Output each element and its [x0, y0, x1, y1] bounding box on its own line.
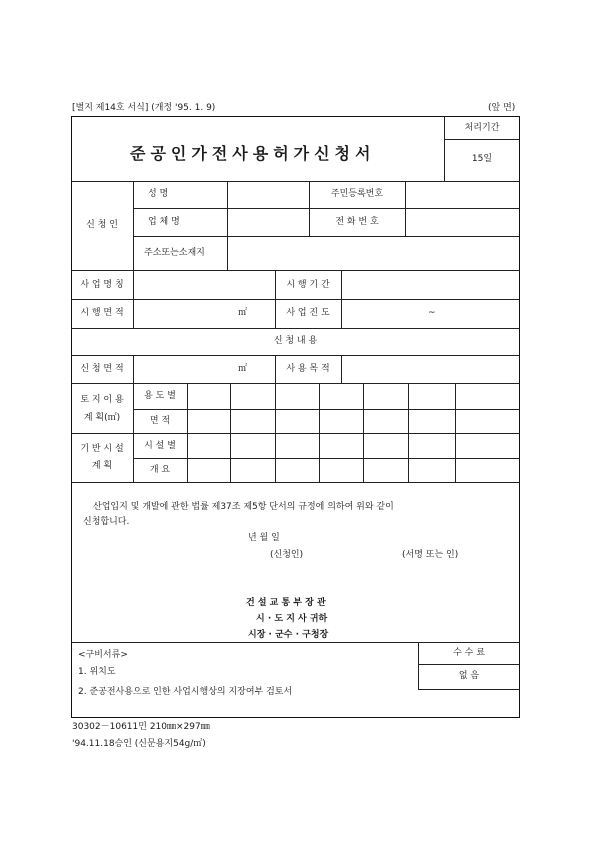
request-label-line [133, 355, 134, 383]
statement-section-divider [71, 642, 520, 643]
request-header-top [71, 328, 520, 329]
use-purpose-label: 사 용 목 적 [286, 364, 330, 374]
land-use-plan-label-1: 토 지 이 용 [80, 395, 124, 405]
facility-overview-label: 개 요 [149, 465, 171, 475]
applicant-field-line [227, 181, 228, 270]
infra-plan-bottom [71, 482, 520, 483]
fee-value: 없 음 [458, 671, 480, 681]
request-area-divider [71, 383, 520, 384]
project-name-label: 사 업 명 칭 [80, 280, 124, 290]
plan-col-line-4 [363, 383, 364, 482]
applicant-section-divider [71, 270, 520, 271]
infrastructure-plan-label-2: 계 획 [91, 461, 113, 471]
plan-col-line-1 [230, 383, 231, 482]
applicant-section-label: 신 청 인 [86, 220, 118, 230]
approval-footer: '94.11.18승인 (신문용지54g/㎡) [72, 739, 206, 749]
address-label: 주소또는소재지 [144, 248, 205, 258]
applicant-label-line [133, 181, 134, 270]
recipient-minister: 건 설 교 통 부 장 관 [246, 598, 326, 608]
request-contents-header: 신 청 내 용 [273, 336, 318, 346]
phone-label: 전 화 번 호 [335, 217, 379, 227]
processing-period-value: 15일 [471, 154, 493, 164]
plan-sub-label-line [187, 383, 188, 482]
required-documents-title: <구비서류> [78, 650, 128, 660]
project-value-line [341, 270, 342, 328]
land-area-label: 면 적 [149, 416, 171, 426]
applicant-row-divider-2 [133, 236, 520, 237]
project-period-label: 시 행 기 간 [286, 280, 330, 290]
project-label-line [133, 270, 134, 328]
page-side-label: (앞 면) [488, 103, 516, 113]
title-section-divider [71, 181, 520, 182]
project-area-unit: ㎡ [238, 308, 248, 318]
statement-line-1: 산업입지 및 개발에 관한 법률 제37조 제5항 단서의 규정에 의하여 위와 같이 [93, 502, 394, 512]
fee-divider [418, 664, 520, 665]
applicant-signature-label: (신청인) [270, 550, 304, 560]
plan-col-line-5 [408, 383, 409, 482]
plan-col-line-3 [319, 383, 320, 482]
land-plan-bottom [71, 433, 520, 434]
project-progress-separator: ~ [428, 308, 436, 318]
request-header-bottom [71, 355, 520, 356]
land-use-plan-label-2: 계 획(㎡) [83, 413, 121, 423]
processing-divider [444, 139, 520, 140]
recipient-mayor: 시장 · 군수 · 구청장 [248, 630, 329, 640]
recipient-governor: 시 · 도 지 사 귀하 [256, 614, 328, 624]
fee-bottom [418, 689, 520, 690]
project-area-label: 시 행 면 적 [80, 308, 124, 318]
form-number: [별지 제14호 서식] (개정 '95. 1. 9) [72, 103, 216, 113]
fee-label: 수 수 료 [453, 648, 485, 658]
resident-id-label: 주민등록번호 [330, 189, 384, 199]
project-progress-label: 사 업 진 도 [286, 308, 330, 318]
processing-period-label: 처리기간 [464, 123, 500, 133]
applicant-id-field-line [405, 181, 406, 236]
land-plan-mid [133, 409, 520, 410]
infra-plan-mid [133, 458, 520, 459]
required-document-item: 1. 위치도 [78, 667, 116, 677]
facility-type-label: 시 설 별 [144, 441, 176, 451]
plan-col-line-6 [455, 383, 456, 482]
required-document-item: 2. 준공전사용으로 인한 사업시행상의 지장여부 검토서 [78, 687, 293, 697]
infrastructure-plan-label-1: 기 반 시 설 [80, 444, 124, 454]
name-label: 성 명 [148, 189, 169, 199]
request-area-label: 신 청 면 적 [80, 364, 124, 374]
form-title: 준공인가전사용허가신청서 [130, 144, 376, 163]
company-name-label: 업 체 명 [148, 217, 180, 227]
request-area-unit: ㎡ [238, 364, 248, 374]
application-date: 년 월 일 [248, 533, 280, 543]
applicant-row-divider-1 [133, 208, 520, 209]
request-value-line [341, 355, 342, 383]
project-row-divider [71, 299, 520, 300]
statement-line-2: 신청합니다. [83, 517, 130, 527]
signature-or-seal-label: (서명 또는 인) [402, 550, 459, 560]
project-mid-line [275, 270, 276, 328]
plan-col-line-2 [275, 383, 276, 482]
form-code-footer: 30302－10611민 210㎜×297㎜ [72, 722, 210, 732]
land-use-by-purpose-label: 용 도 별 [144, 391, 176, 401]
